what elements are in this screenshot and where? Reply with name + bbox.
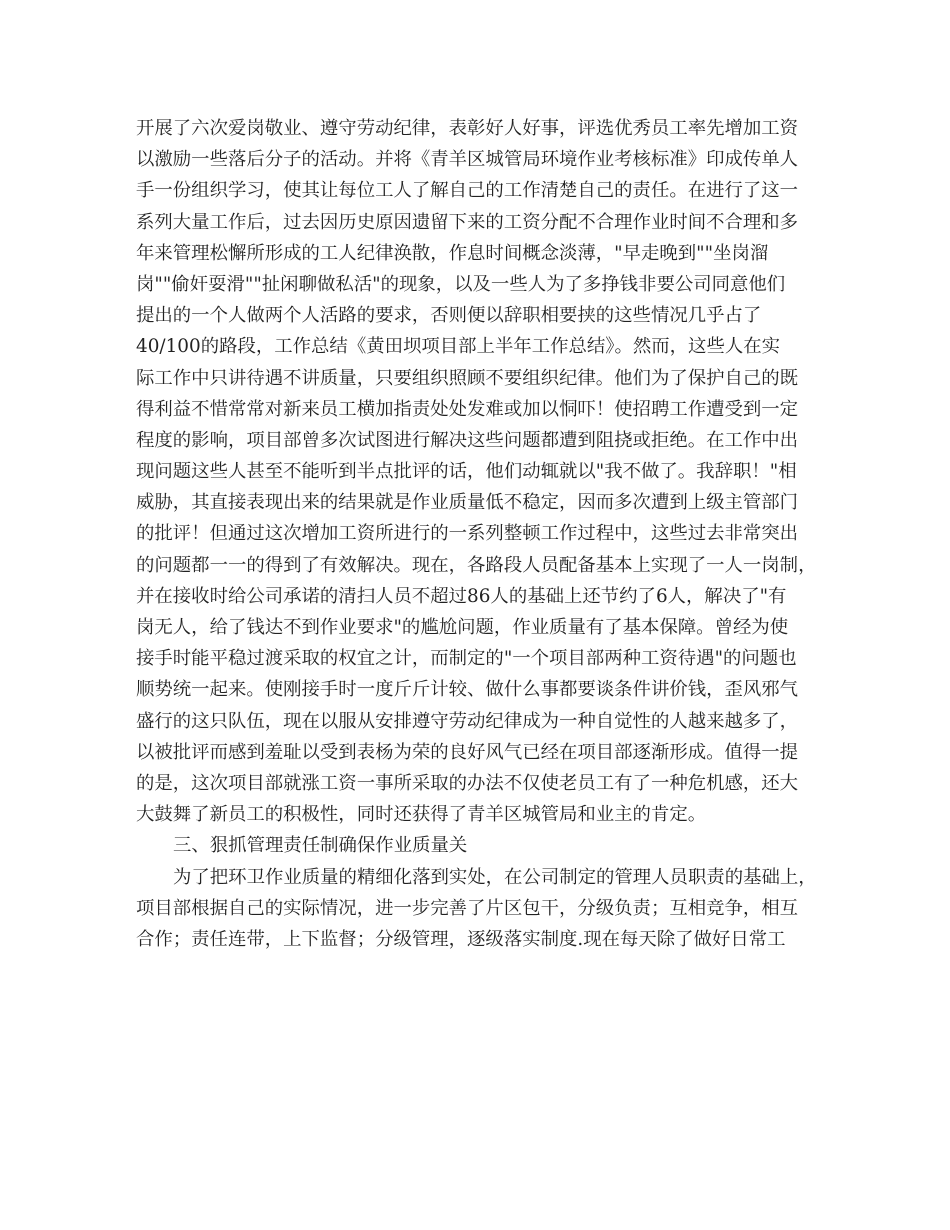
text-line: 并在接收时给公司承诺的清扫人员不超过86人的基础上还节约了6人，解决了"有 (136, 585, 787, 607)
text-line: 程度的影响，项目部曾多次试图进行解决这些问题都遭到阻挠或拒绝。在工作中出 (136, 429, 799, 451)
text-line: 接手时能平稳过渡采取的权宜之计，而制定的"一个项目部两种工资待遇"的问题也 (136, 648, 797, 670)
text-line: 为了把环卫作业质量的精细化落到实处，在公司制定的管理人员职责的基础上， (173, 866, 817, 888)
text-line: 的批评！但通过这次增加工资所进行的一系列整顿工作过程中，这些过去非常突出 (136, 523, 799, 545)
text-line: 岗""偷奸耍滑""扯闲聊做私活"的现象，以及一些人为了多挣钱非要公司同意他们 (136, 273, 786, 295)
text-line: 系列大量工作后，过去因历史原因遗留下来的工资分配不合理作业时间不合理和多 (136, 211, 799, 233)
section-heading: 三、狠抓管理责任制确保作业质量关 (173, 835, 468, 857)
text-line: 合作；责任连带，上下监督；分级管理，逐级落实制度.现在每天除了做好日常工 (136, 928, 786, 950)
text-line: 以被批评而感到羞耻以受到表杨为荣的良好风气已经在项目部逐渐形成。值得一提 (136, 741, 799, 763)
text-line: 盛行的这只队伍，现在以服从安排遵守劳动纪律成为一种自觉性的人越来越多了， (136, 710, 799, 732)
text-line: 提出的一个人做两个人活路的要求，否则便以辞职相要挟的这些情况几乎占了 (136, 305, 762, 327)
text-line: 的是，这次项目部就涨工资一事所采取的办法不仅使老员工有了一种危机感，还大 (136, 772, 799, 794)
text-line: 岗无人，给了钱达不到作业要求"的尴尬问题，作业质量有了基本保障。曾经为使 (136, 617, 789, 638)
text-line: 现问题这些人甚至不能听到半点批评的话，他们动辄就以"我不做了。我辞职！"相 (136, 461, 797, 483)
text-line: 手一份组织学习，使其让每位工人了解自己的工作清楚自己的责任。在进行了这一 (136, 180, 799, 202)
text-line: 年来管理松懈所形成的工人纪律涣散，作息时间概念淡薄，"早走晚到""坐岗溜 (136, 242, 769, 264)
text-line: 以激励一些落后分子的活动。并将《青羊区城管局环境作业考核标准》印成传单人 (136, 149, 799, 171)
document-body (136, 113, 826, 955)
text-line: 大鼓舞了新员工的积极性，同时还获得了青羊区城管局和业主的肯定。 (136, 804, 707, 826)
text-line: 的问题都一一的得到了有效解决。现在，各路段人员配备基本上实现了一人一岗制， (136, 554, 817, 576)
text-line: 际工作中只讲待遇不讲质量，只要组织照顾不要组织纪律。他们为了保护自己的既 (136, 367, 799, 389)
text-line: 40/100的路段，工作总结《黄田坝项目部上半年工作总结》。然而，这些人在实 (136, 336, 781, 358)
text-line: 得利益不惜常常对新来员工横加指责处处发难或加以恫吓！使招聘工作遭受到一定 (136, 398, 799, 420)
text-line: 项目部根据自己的实际情况，进一步完善了片区包干，分级负责；互相竞争，相互 (136, 897, 799, 919)
text-line: 开展了六次爱岗敬业、遵守劳动纪律，表彰好人好事，评选优秀员工率先增加工资 (136, 118, 799, 139)
text-line: 顺势统一起来。使刚接手时一度斤斤计较、做什么事都要谈条件讲价钱，歪风邪气 (136, 679, 799, 701)
text-line: 威胁，其直接表现出来的结果就是作业质量低不稳定，因而多次遭到上级主管部门 (136, 492, 799, 514)
